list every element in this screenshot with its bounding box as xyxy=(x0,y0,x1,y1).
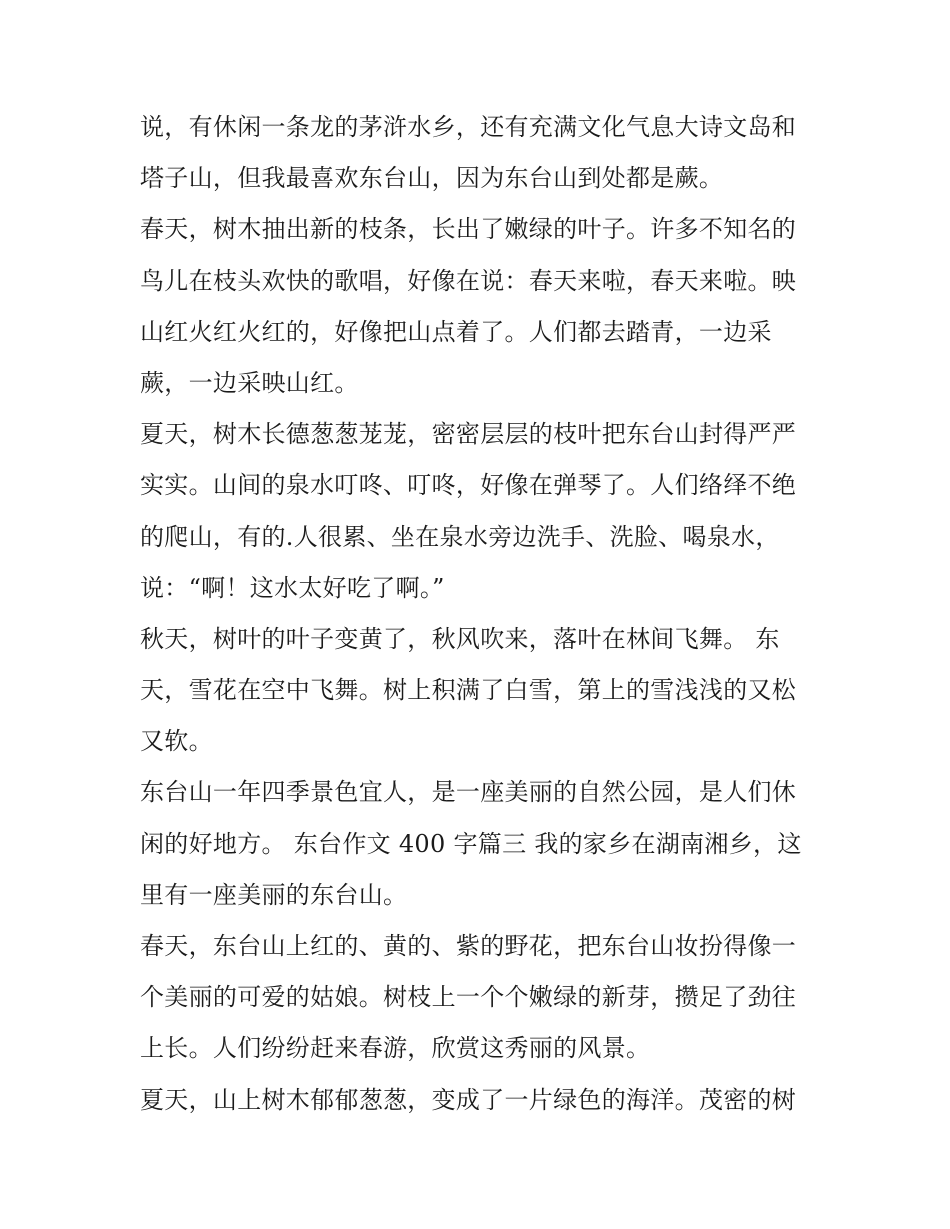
body-text xyxy=(140,102,812,1126)
text-line: 个美丽的可爱的姑娘。树枝上一个个嫩绿的新芽，攒足了劲往 xyxy=(140,983,797,1012)
text-line: 天，雪花在空中飞舞。树上积满了白雪，第上的雪浅浅的又松 xyxy=(140,676,797,705)
text-line: 实实。山间的泉水叮咚、叮咚，好像在弹琴了。人们络绎不绝 xyxy=(140,471,797,500)
text-line: 春天，树木抽出新的枝条，长出了嫩绿的叶子。许多不知名的 xyxy=(140,215,797,244)
text-line: 春天，东台山上红的、黄的、紫的野花，把东台山妆扮得像一 xyxy=(140,932,797,960)
text-line: 说：“啊！这水太好吃了啊。” xyxy=(140,573,445,602)
text-line: 夏天，山上树木郁郁葱葱，变成了一片绿色的海洋。茂密的树 xyxy=(140,1085,797,1114)
text-line: 里有一座美丽的东台山。 xyxy=(140,880,408,909)
text-line: 鸟儿在枝头欢快的歌唱，好像在说：春天来啦，春天来啦。映 xyxy=(140,266,797,295)
text-line: 山红火红火红的，好像把山点着了。人们都去踏青，一边采 xyxy=(140,317,772,346)
text-line: 秋天，树叶的叶子变黄了，秋风吹来，落叶在林间飞舞。 东 xyxy=(140,624,780,653)
text-line: 的爬山，有的.人很累、坐在泉水旁边洗手、洗脸、喝泉水， xyxy=(140,522,780,551)
text-line: 闲的好地方。 东台作文 400 字篇三 我的家乡在湖南湘乡，这 xyxy=(140,829,802,858)
text-line: 夏天，树木长德葱葱茏茏，密密层层的枝叶把东台山封得严严 xyxy=(140,420,797,449)
text-line: 又软。 xyxy=(140,727,213,756)
text-line: 塔子山，但我最喜欢东台山，因为东台山到处都是蕨。 xyxy=(140,164,724,193)
text-line: 上长。人们纷纷赶来春游，欣赏这秀丽的风景。 xyxy=(140,1034,651,1063)
text-line: 说，有休闲一条龙的茅浒水乡，还有充满文化气息大诗文岛和 xyxy=(140,113,797,141)
text-line: 蕨，一边采映山红。 xyxy=(140,368,359,397)
text-line: 东台山一年四季景色宜人，是一座美丽的自然公园，是人们休 xyxy=(140,778,797,807)
